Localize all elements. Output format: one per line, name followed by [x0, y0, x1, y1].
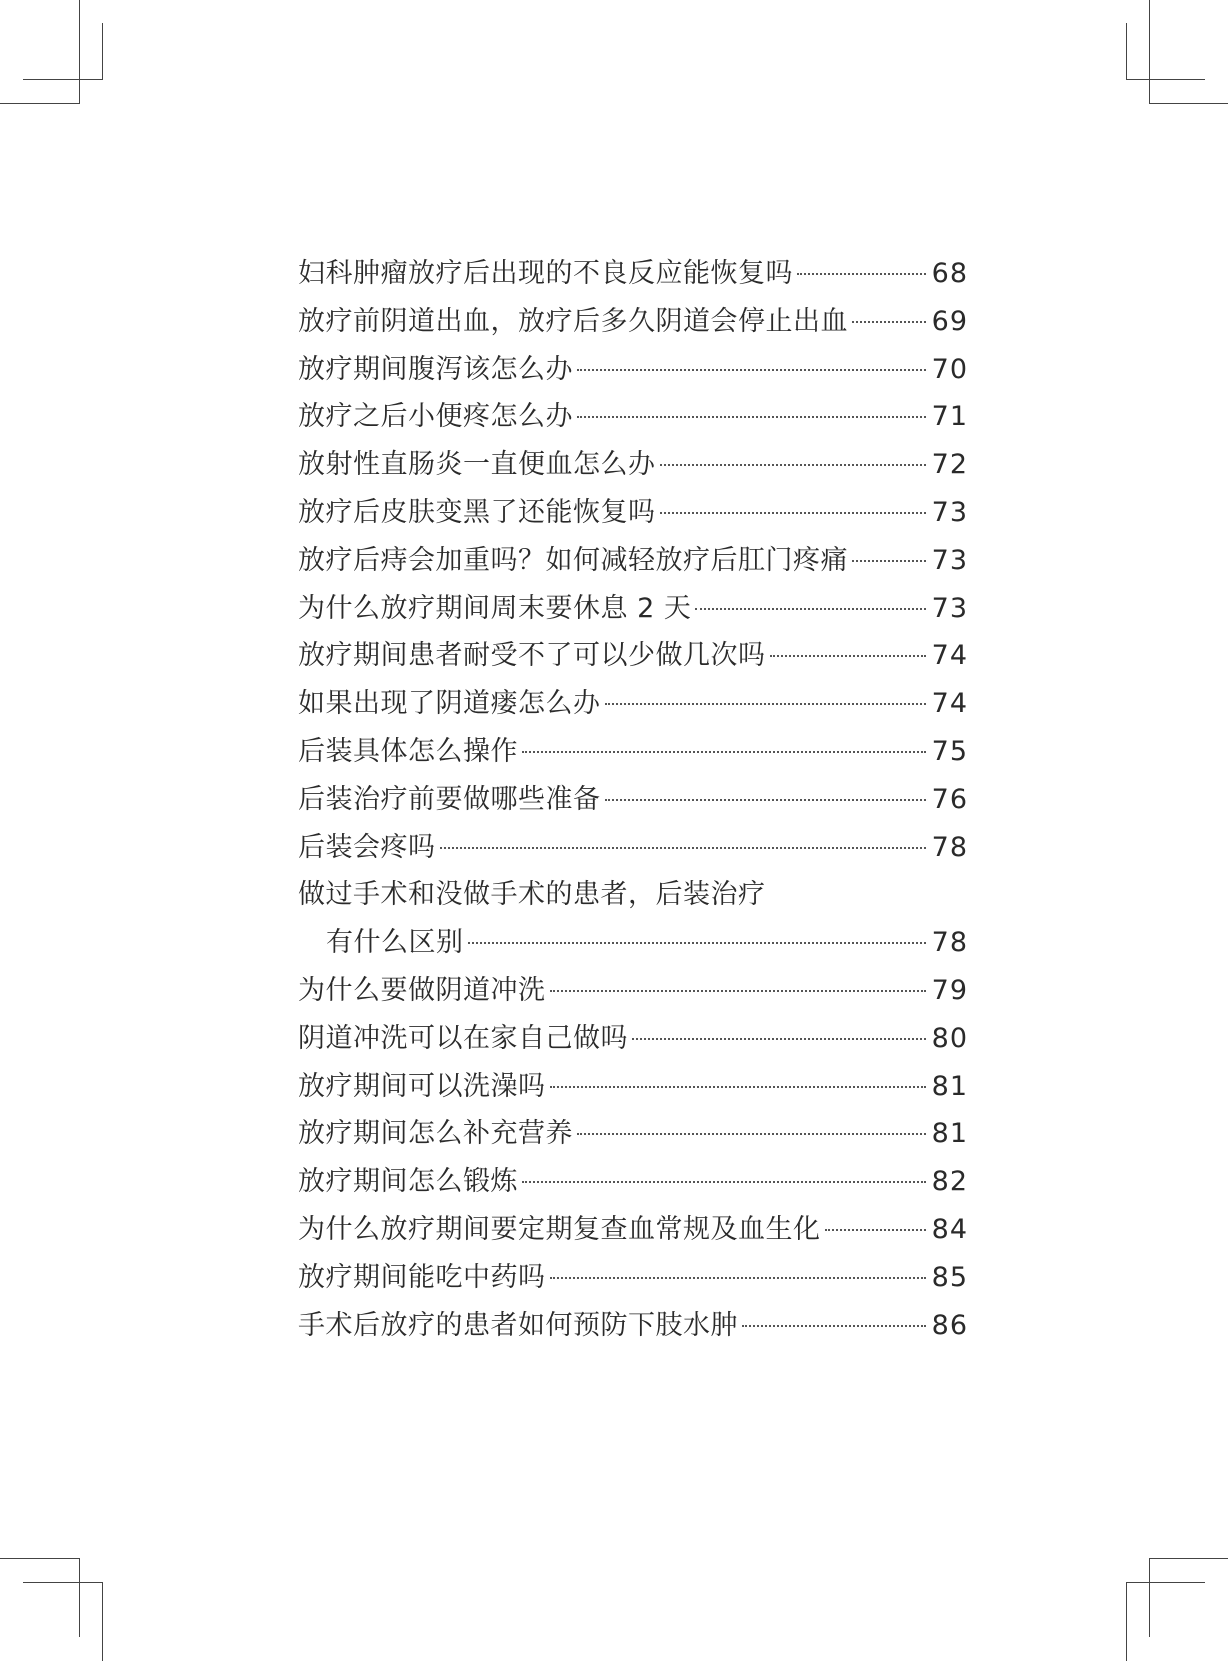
toc-entry-title: 放射性直肠炎一直便血怎么办	[298, 449, 656, 481]
toc-entry-page: 81	[931, 1118, 968, 1150]
dot-leader	[660, 512, 926, 514]
toc-entry-title: 放疗后皮肤变黑了还能恢复吗	[298, 496, 656, 528]
toc-entry[interactable]	[298, 251, 968, 299]
dot-leader	[605, 799, 926, 801]
toc-entry[interactable]	[298, 1207, 968, 1255]
toc-entry[interactable]	[298, 347, 968, 395]
toc-entry-page: 80	[931, 1022, 968, 1054]
toc-entry-page: 78	[931, 831, 968, 863]
toc-entry-title: 手术后放疗的患者如何预防下肢水肿	[298, 1309, 738, 1341]
crop-mark	[23, 1582, 102, 1583]
toc-entry-title: 放疗期间能吃中药吗	[298, 1261, 546, 1293]
toc-entry-page: 68	[931, 258, 968, 289]
toc-entry-page: 84	[931, 1213, 968, 1245]
dot-leader	[550, 1086, 926, 1088]
toc-entry-page: 85	[931, 1261, 968, 1293]
dot-leader	[468, 942, 926, 944]
toc-entry-title: 后装会疼吗	[298, 831, 436, 863]
toc-entry-title: 做过手术和没做手术的患者，后装治疗	[298, 879, 766, 911]
toc-entry-title: 妇科肿瘤放疗后出现的不良反应能恢复吗	[298, 258, 793, 289]
toc-entry-title: 后装具体怎么操作	[298, 735, 518, 767]
toc-entry-title: 放疗期间怎么锻炼	[298, 1166, 518, 1198]
toc-entry-page: 76	[931, 783, 968, 815]
toc-entry[interactable]	[298, 1303, 968, 1351]
toc-entry-title: 放疗之后小便疼怎么办	[298, 401, 573, 433]
dot-leader	[852, 560, 926, 562]
dot-leader	[577, 416, 926, 418]
toc-entry-page: 78	[931, 927, 968, 959]
toc-entry-page: 71	[931, 401, 968, 433]
crop-mark	[1126, 79, 1205, 80]
toc-entry-page: 75	[931, 735, 968, 767]
toc-entry-title: 放疗期间患者耐受不了可以少做几次吗	[298, 640, 766, 672]
toc-entry-title: 为什么放疗期间周末要休息 2 天	[298, 592, 692, 624]
crop-mark	[1149, 1558, 1228, 1559]
toc-entry[interactable]	[298, 729, 968, 777]
dot-leader	[660, 464, 926, 466]
dot-leader	[522, 751, 926, 753]
toc-entry-title: 为什么要做阴道冲洗	[298, 974, 546, 1006]
toc-entry-title: 如果出现了阴道瘘怎么办	[298, 688, 601, 720]
toc-entry[interactable]	[298, 1159, 968, 1207]
crop-mark	[1149, 0, 1150, 104]
toc-entry-title: 后装治疗前要做哪些准备	[298, 783, 601, 815]
toc-entry-page: 69	[931, 305, 968, 337]
crop-mark	[1126, 1582, 1205, 1583]
toc-entry-page: 86	[931, 1309, 968, 1341]
toc-entry[interactable]	[298, 299, 968, 347]
toc-entry-page: 79	[931, 974, 968, 1006]
toc-entry[interactable]	[298, 490, 968, 538]
dot-leader	[577, 1133, 926, 1135]
crop-mark	[1126, 23, 1127, 80]
toc-entry-page: 70	[931, 353, 968, 385]
toc-entry[interactable]	[298, 1016, 968, 1064]
toc-entry-page: 73	[931, 544, 968, 576]
toc-entry[interactable]	[298, 872, 968, 920]
crop-mark	[1149, 103, 1228, 104]
toc-entry[interactable]	[298, 633, 968, 681]
dot-leader	[770, 655, 926, 657]
toc-entry-title: 放疗期间可以洗澡吗	[298, 1070, 546, 1102]
dot-leader	[797, 273, 926, 275]
toc-entry[interactable]	[298, 777, 968, 825]
dot-leader	[550, 990, 926, 992]
toc-entry-title: 放疗后痔会加重吗？如何减轻放疗后肛门疼痛	[298, 544, 848, 576]
crop-mark	[23, 79, 102, 80]
toc-entry[interactable]	[298, 1111, 968, 1159]
crop-mark	[79, 0, 80, 104]
toc-entry-page: 74	[931, 640, 968, 672]
dot-leader	[632, 1038, 926, 1040]
dot-leader	[577, 369, 926, 371]
toc-entry-title: 为什么放疗期间要定期复查血常规及血生化	[298, 1213, 821, 1245]
toc-entry-title: 放疗期间腹泻该怎么办	[298, 353, 573, 385]
dot-leader	[440, 847, 926, 849]
crop-mark	[102, 23, 103, 80]
toc-entry[interactable]	[298, 394, 968, 442]
dot-leader	[852, 321, 926, 323]
toc-entry[interactable]	[298, 681, 968, 729]
toc-entry[interactable]	[298, 586, 968, 634]
toc-entry[interactable]	[298, 442, 968, 490]
dot-leader	[825, 1229, 926, 1231]
dot-leader	[742, 1325, 926, 1327]
table-of-contents	[298, 251, 968, 1350]
toc-entry-continuation[interactable]	[298, 920, 968, 968]
crop-mark	[102, 1582, 103, 1661]
toc-entry-page: 73	[931, 496, 968, 528]
toc-entry-title: 放疗前阴道出血，放疗后多久阴道会停止出血	[298, 305, 848, 337]
toc-entry-title: 阴道冲洗可以在家自己做吗	[298, 1022, 628, 1054]
dot-leader	[605, 703, 926, 705]
toc-entry[interactable]	[298, 825, 968, 873]
toc-entry-page: 82	[931, 1166, 968, 1198]
crop-mark	[0, 103, 79, 104]
toc-entry-page: 73	[931, 592, 968, 624]
dot-leader	[695, 608, 925, 610]
crop-mark	[79, 1558, 80, 1637]
toc-entry[interactable]	[298, 968, 968, 1016]
dot-leader	[522, 1181, 926, 1183]
toc-entry-page: 74	[931, 688, 968, 720]
crop-mark	[0, 1558, 79, 1559]
toc-entry-page: 72	[931, 449, 968, 481]
crop-mark	[1149, 1558, 1150, 1637]
toc-entry-title: 放疗期间怎么补充营养	[298, 1118, 573, 1150]
toc-entry-title-continuation: 有什么区别	[326, 927, 464, 959]
toc-entry[interactable]	[298, 538, 968, 586]
toc-entry[interactable]	[298, 1255, 968, 1303]
dot-leader	[550, 1277, 926, 1279]
crop-mark	[1126, 1582, 1127, 1661]
toc-entry[interactable]	[298, 1064, 968, 1112]
toc-entry-page: 81	[931, 1070, 968, 1102]
